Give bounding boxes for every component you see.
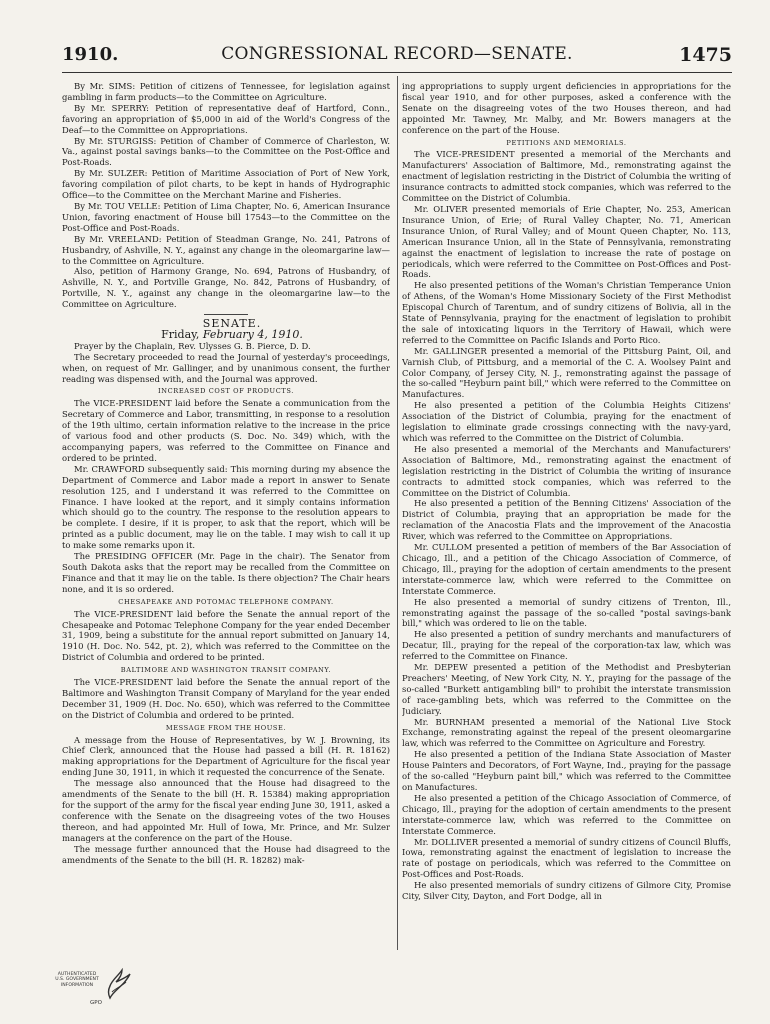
paragraph: Mr. CRAWFORD subsequently said: This morning during my absence the Department of Commerce and Labor made a report in answer to Senate resolution 125, and I understand it was referred to the Committee on Finance. I have looked at the report, and it simply contains information which should go to the country. The response to the resolution appears to be complete. I desire, if it is proper, to ask that the report, which will be printed as a public document, may lie on the table. I may wish to call it up to make some remarks upon it.: [62, 463, 390, 551]
paragraph: He also presented memorials of sundry citizens of Gilmore City, Promise City, Silver City, Dayton, and Fort Dodge, all in: [402, 880, 731, 902]
header-year: 1910.: [62, 44, 119, 65]
paragraph: Mr. GALLINGER presented a memorial of the Pittsburg Paint, Oil, and Varnish Club, of Pittsburg, and a memorial of the C. A. Woolsey Paint and Color Company, of Jersey City, N. J., remonstrating against the passage of the so-called "Heyburn paint bill," which were referred to the Committee on Manufactures.: [402, 345, 731, 400]
column-divider: [397, 76, 398, 950]
subhead-chesapeake: CHESAPEAKE AND POTOMAC TELEPHONE COMPANY.: [118, 597, 334, 606]
header-rule: [62, 72, 732, 73]
paragraph: He also presented a petition of the Columbia Heights Citizens' Association of the District of Columbia, praying for the enactment of legislation to eliminate grade crossings connecting with the navy-yard, which was referred to the Committee on the District of Columbia.: [402, 400, 731, 443]
petition: By Mr. STURGISS: Petition of Chamber of Commerce of Charleston, W. Va., against postal savings banks—to the Committee on the Post-Office and Post-Roads.: [62, 135, 390, 168]
petition: By Mr. SULZER: Petition of Maritime Association of Port of New York, favoring compilation of pilot charts, to be kept in hands of Hydrographic Office—to the Committee on the Merchant Marine and Fisheries.: [62, 168, 390, 201]
paragraph: The VICE-PRESIDENT laid before the Senate a communication from the Secretary of Commerce and Labor, transmitting, in response to a resolution of the 19th ultimo, certain information relative to the increase in the price of various food and other products (S. Doc. No. 349) which, with the accompanying papers, was referred to the Committee on Finance and ordered to be printed.: [62, 398, 390, 463]
journal-paragraph: The Secretary proceeded to read the Journal of yesterday's proceedings, when, on request of Mr. Gallinger, and by unanimous consent, the further reading was dispensed with, and the Journal was approved.: [62, 351, 390, 384]
right-column: [402, 81, 731, 953]
paragraph: He also presented a petition of sundry merchants and manufacturers of Decatur, Ill., praying for the repeal of the corporation-tax law, which was referred to the Committee on Finance.: [402, 629, 731, 662]
header-title: CONGRESSIONAL RECORD—SENATE.: [221, 44, 573, 64]
subhead-petitions: PETITIONS AND MEMORIALS.: [506, 138, 627, 147]
petition: By Mr. VREELAND: Petition of Steadman Grange, No. 241, Patrons of Husbandry, of Ashville, N. Y., against any change in the oleomargarine law—to the Committee on Agriculture.: [62, 233, 390, 266]
petition: By Mr. TOU VELLE: Petition of Lima Chapter, No. 6, American Insurance Union, favoring enactment of House bill 17543—to the Committee on the Post-Office and Post-Roads.: [62, 200, 390, 233]
paragraph: He also presented a petition of the Chicago Association of Commerce, of Chicago, Ill., praying for the adoption of certain amendments to the present interstate-commerce law, which was referred to the Committee on Interstate Commerce.: [402, 792, 731, 836]
logo-line: AUTHENTICATED: [57, 972, 97, 977]
paragraph: The message also announced that the House had disagreed to the amendments of the Senate to the bill (H. R. 15384) making appropriation for the support of the army for the fiscal year ending June 30, 1911, asked a conference with the Senate on the disagreeing votes of the two Houses thereon, and had appointed Mr. Hull of Iowa, Mr. Prince, and Mr. Sulzer managers at the conference on the part of the House.: [62, 778, 390, 843]
eagle-icon: [104, 968, 134, 1004]
petition: Also, petition of Harmony Grange, No. 694, Patrons of Husbandry, of Ashville, N. Y., and Portville Grange, No. 842, Patrons of Husbandry, of Portville, N. Y., against any change in the oleomargarine law—to the Committee on Agriculture.: [62, 266, 390, 310]
logo-text: [48, 972, 106, 988]
paragraph: A message from the House of Representatives, by W. J. Browning, its Chief Clerk, announced that the House had passed a bill (H. R. 18162) making appropriations for the Department of Agriculture for the fiscal year ending June 30, 1911, in which it requested the concurrence of the Senate.: [62, 734, 390, 778]
senate-date: February 4, 1910.: [202, 327, 303, 341]
paragraph: He also presented a memorial of the Merchants and Manufacturers' Association of Baltimore, Md., remonstrating against the enactment of legislation restricting in the District of Columbia the writing of insurance contracts to admitted stock companies, which was referred to the Committee on the District of Columbia.: [402, 443, 731, 498]
paragraph: The VICE-PRESIDENT presented a memorial of the Merchants and Manufacturers' Association of Baltimore, Md., remonstrating against the enactment of legislation restricting in the District of Columbia the writing of insurance contracts to admitted stock companies, which was referred to the Committee on the District of Columbia.: [402, 149, 731, 204]
logo-gpo: GPO: [90, 1000, 102, 1006]
section-rule: [204, 314, 248, 315]
petition: By Mr. SPERRY: Petition of representative deaf of Hartford, Conn., favoring an appropriation of $5,000 in aid of the World's Congress of the Deaf—to the Committee on Appropriations.: [62, 102, 390, 135]
subhead-baltimore: BALTIMORE AND WASHINGTON TRANSIT COMPANY.: [120, 666, 332, 675]
prayer: Prayer by the Chaplain, Rev. Ulysses G. B. Pierce, D. D.: [74, 340, 311, 351]
continuation-paragraph: ing appropriations to supply urgent deficiencies in appropriations for the fiscal year 1910, and for other purposes, asked a conference with the Senate on the disagreeing votes of the two Houses thereon, and had appointed Mr. Tawney, Mr. Malby, and Mr. Bowers managers at the conference on the part of the House.: [402, 81, 731, 135]
paragraph: Mr. BURNHAM presented a memorial of the National Live Stock Exchange, remonstrating against the repeal of the present oleomargarine law, which was referred to the Committee on Agriculture and Forestry.: [402, 716, 731, 749]
senate-date-line: [62, 327, 390, 341]
gpo-authenticated-logo: [48, 968, 138, 1012]
paragraph: The VICE-PRESIDENT laid before the Senate the annual report of the Baltimore and Washington Transit Company of Maryland for the year ended December 31, 1909 (H. Doc. No. 650), which was referred to the Committee on the District of Columbia and ordered to be printed.: [62, 677, 390, 720]
paragraph: Mr. OLIVER presented memorials of Erie Chapter, No. 253, American Insurance Union, of Erie; of Rural Valley Chapter, No. 71, American Insurance Union, of Rural Valley; and of Mount Queen Chapter, No. 113, American Insurance Union, all in the State of Pennsylvania, remonstrating against the enactment of legislation to increase the rate of postage on periodicals, which were referred to the Committee on Post-Offices and Post-Roads.: [402, 203, 731, 280]
logo-line: INFORMATION: [60, 982, 94, 988]
paragraph: He also presented petitions of the Woman's Christian Temperance Union of Athens, of the Woman's Home Missionary Society of the First Methodist Episcopal Church of Tarentum, and of sundry citizens of Bolivia, all in the State of Pennsylvania, praying for the enactment of legislation to prohibit the sale of intoxicating liquors in the Territory of Hawaii, which were referred to the Committee on Pacific Islands and Porto Rico.: [402, 280, 731, 345]
paragraph: He also presented a petition of the Benning Citizens' Association of the District of Columbia, praying that an appropriation be made for the reclamation of the Anacostia Flats and the improvement of the Anacostia River, which was referred to the Committee on Appropriations.: [402, 498, 731, 542]
petition: By Mr. SIMS: Petition of citizens of Tennessee, for legislation against gambling in farm products—to the Committee on Agriculture.: [62, 81, 390, 102]
left-column: [62, 81, 390, 953]
paragraph: The message further announced that the House had disagreed to the amendments of the Senate to the bill (H. R. 18282) mak-: [62, 843, 390, 865]
subhead-increased-cost: INCREASED COST OF PRODUCTS.: [158, 387, 294, 396]
page-header: [62, 44, 732, 70]
paragraph: Mr. DOLLIVER presented a memorial of sundry citizens of Council Bluffs, Iowa, remonstrating against the enactment of legislation to increase the rate of postage on periodicals, which was referred to the Committee on Post-Offices and Post-Roads.: [402, 836, 731, 880]
senate-day: Friday,: [161, 327, 200, 341]
header-page-number: 1475: [679, 44, 732, 66]
paragraph: He also presented a petition of the Indiana State Association of Master House Painters and Decorators, of Fort Wayne, Ind., praying for the passage of the so-called "Heyburn paint bill," which was referred to the Committee on Manufactures.: [402, 749, 731, 792]
paragraph: The PRESIDING OFFICER (Mr. Page in the chair). The Senator from South Dakota asks that the report may be recalled from the Committee on Finance and that it may lie on the table. Is there objection? The Chair hears none, and it is so ordered.: [62, 551, 390, 594]
senate-heading: SENATE.: [202, 317, 262, 331]
logo-line: U.S. GOVERNMENT: [55, 977, 99, 983]
subhead-message: MESSAGE FROM THE HOUSE.: [165, 723, 287, 732]
paragraph: Mr. CULLOM presented a petition of members of the Bar Association of Chicago, Ill., and a petition of the Chicago Association of Commerce, of Chicago, Ill., praying for the adoption of certain amendments to the present interstate-commerce law, which were referred to the Committee on Interstate Commerce.: [402, 542, 731, 596]
paragraph: Mr. DEPEW presented a petition of the Methodist and Presbyterian Preachers' Meeting, of New York City, N. Y., praying for the passage of the so-called "Burkett antigambling bill" to prohibit the interstate transmission of race-gambling bets, which was referred to the Committee on the Judiciary.: [402, 662, 731, 716]
paragraph: He also presented a memorial of sundry citizens of Trenton, Ill., remonstrating against the passage of the so-called "postal savings-bank bill," which was ordered to lie on the table.: [402, 596, 731, 629]
paragraph: The VICE-PRESIDENT laid before the Senate the annual report of the Chesapeake and Potomac Telephone Company for the year ended December 31, 1909, being a substitute for the annual report submitted on January 14, 1910 (H. Doc. No. 542, pt. 2), which was referred to the Committee on the District of Columbia and ordered to be printed.: [62, 608, 390, 663]
